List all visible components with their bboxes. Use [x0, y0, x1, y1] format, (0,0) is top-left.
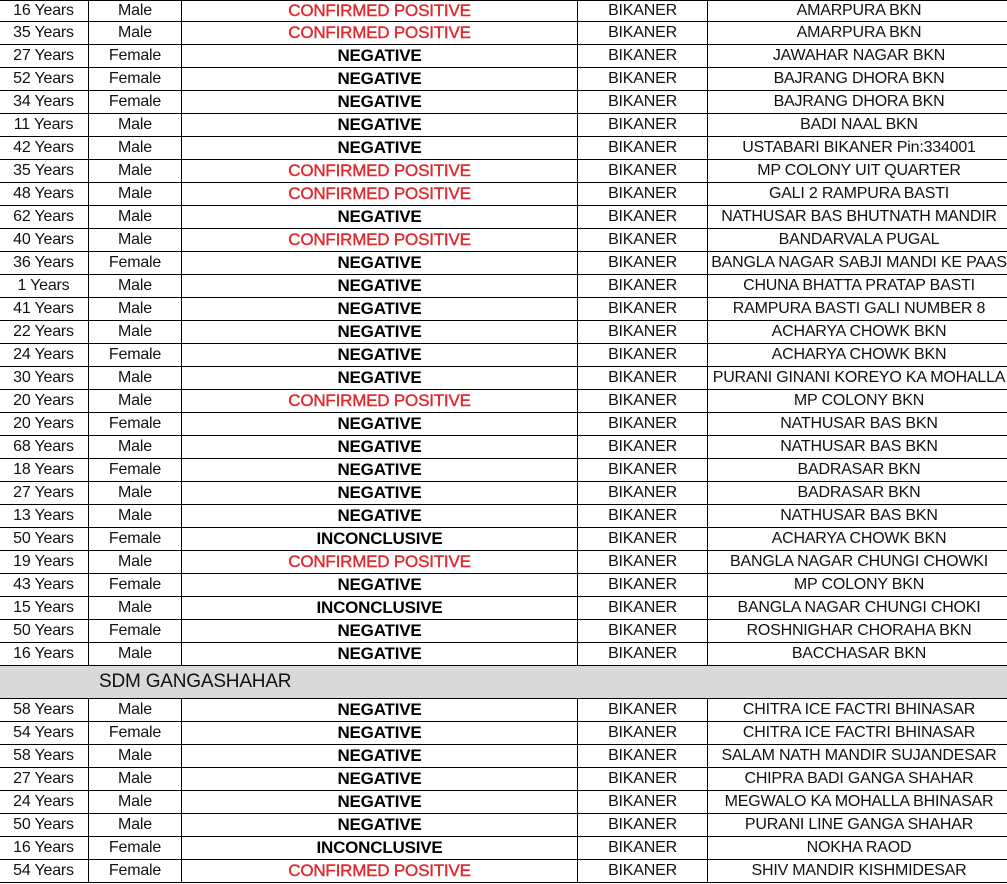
- address-cell: MP COLONY UIT QUARTER: [708, 160, 1007, 183]
- district-cell: BIKANER: [578, 551, 708, 574]
- address-cell: SHIV MANDIR KISHMIDESAR: [708, 860, 1007, 883]
- table-row: [0, 160, 1007, 183]
- district-cell: BIKANER: [578, 160, 708, 183]
- result-cell: NEGATIVE: [182, 505, 578, 528]
- gender-cell: Male: [89, 229, 182, 252]
- district-cell: BIKANER: [578, 68, 708, 91]
- result-cell: NEGATIVE: [182, 275, 578, 298]
- table-row: [0, 45, 1007, 68]
- result-cell: CONFIRMED POSITIVE: [182, 22, 578, 45]
- result-cell: NEGATIVE: [182, 344, 578, 367]
- result-cell: NEGATIVE: [182, 791, 578, 814]
- address-cell: MP COLONY BKN: [708, 574, 1007, 597]
- result-cell: NEGATIVE: [182, 459, 578, 482]
- gender-cell: Male: [89, 206, 182, 229]
- age-cell: 16 Years: [0, 837, 89, 860]
- address-cell: NOKHA RAOD: [708, 837, 1007, 860]
- result-cell: CONFIRMED POSITIVE: [182, 551, 578, 574]
- address-cell: AMARPURA BKN: [708, 22, 1007, 45]
- result-cell: NEGATIVE: [182, 114, 578, 137]
- district-cell: BIKANER: [578, 643, 708, 666]
- address-cell: ACHARYA CHOWK BKN: [708, 528, 1007, 551]
- result-cell: CONFIRMED POSITIVE: [182, 160, 578, 183]
- result-cell: INCONCLUSIVE: [182, 837, 578, 860]
- district-cell: BIKANER: [578, 1, 708, 22]
- result-cell: NEGATIVE: [182, 482, 578, 505]
- district-cell: BIKANER: [578, 620, 708, 643]
- address-cell: ACHARYA CHOWK BKN: [708, 321, 1007, 344]
- table-row: [0, 814, 1007, 837]
- gender-cell: Female: [89, 344, 182, 367]
- district-cell: BIKANER: [578, 252, 708, 275]
- address-cell: BANGLA NAGAR SABJI MANDI KE PAAS: [708, 252, 1007, 275]
- district-cell: BIKANER: [578, 206, 708, 229]
- result-cell: NEGATIVE: [182, 436, 578, 459]
- result-cell: CONFIRMED POSITIVE: [182, 390, 578, 413]
- age-cell: 24 Years: [0, 791, 89, 814]
- age-cell: 68 Years: [0, 436, 89, 459]
- table-row: [0, 206, 1007, 229]
- table-row: [0, 837, 1007, 860]
- table-row: [0, 367, 1007, 390]
- gender-cell: Male: [89, 137, 182, 160]
- table-row: [0, 768, 1007, 791]
- address-cell: AMARPURA BKN: [708, 1, 1007, 22]
- address-cell: BANDARVALA PUGAL: [708, 229, 1007, 252]
- address-cell: NATHUSAR BAS BKN: [708, 505, 1007, 528]
- table-row: [0, 791, 1007, 814]
- result-cell: CONFIRMED POSITIVE: [182, 1, 578, 22]
- table-row: [0, 321, 1007, 344]
- district-cell: BIKANER: [578, 482, 708, 505]
- district-cell: BIKANER: [578, 528, 708, 551]
- address-cell: RAMPURA BASTI GALI NUMBER 8: [708, 298, 1007, 321]
- gender-cell: Female: [89, 528, 182, 551]
- result-cell: NEGATIVE: [182, 68, 578, 91]
- age-cell: 35 Years: [0, 22, 89, 45]
- address-cell: SALAM NATH MANDIR SUJANDESAR: [708, 745, 1007, 768]
- table-body: [0, 1, 1007, 883]
- result-cell: NEGATIVE: [182, 699, 578, 722]
- section-header: [0, 666, 1007, 699]
- table-row: [0, 722, 1007, 745]
- address-cell: NATHUSAR BAS BKN: [708, 413, 1007, 436]
- result-cell: NEGATIVE: [182, 722, 578, 745]
- age-cell: 24 Years: [0, 344, 89, 367]
- address-cell: CHITRA ICE FACTRI BHINASAR: [708, 722, 1007, 745]
- age-cell: 43 Years: [0, 574, 89, 597]
- table-row: [0, 390, 1007, 413]
- age-cell: 58 Years: [0, 745, 89, 768]
- age-cell: 27 Years: [0, 768, 89, 791]
- age-cell: 1 Years: [0, 275, 89, 298]
- table-row: [0, 252, 1007, 275]
- district-cell: BIKANER: [578, 45, 708, 68]
- age-cell: 54 Years: [0, 860, 89, 883]
- age-cell: 54 Years: [0, 722, 89, 745]
- result-cell: NEGATIVE: [182, 252, 578, 275]
- gender-cell: Female: [89, 252, 182, 275]
- gender-cell: Female: [89, 837, 182, 860]
- age-cell: 62 Years: [0, 206, 89, 229]
- age-cell: 36 Years: [0, 252, 89, 275]
- district-cell: BIKANER: [578, 814, 708, 837]
- result-cell: NEGATIVE: [182, 745, 578, 768]
- gender-cell: Male: [89, 814, 182, 837]
- table-row: [0, 91, 1007, 114]
- age-cell: 30 Years: [0, 367, 89, 390]
- district-cell: BIKANER: [578, 344, 708, 367]
- age-cell: 15 Years: [0, 597, 89, 620]
- district-cell: BIKANER: [578, 91, 708, 114]
- gender-cell: Male: [89, 745, 182, 768]
- age-cell: 40 Years: [0, 229, 89, 252]
- district-cell: BIKANER: [578, 367, 708, 390]
- age-cell: 34 Years: [0, 91, 89, 114]
- gender-cell: Male: [89, 114, 182, 137]
- age-cell: 18 Years: [0, 459, 89, 482]
- age-cell: 42 Years: [0, 137, 89, 160]
- address-cell: ACHARYA CHOWK BKN: [708, 344, 1007, 367]
- district-cell: BIKANER: [578, 837, 708, 860]
- district-cell: BIKANER: [578, 745, 708, 768]
- district-cell: BIKANER: [578, 183, 708, 206]
- table-row: [0, 482, 1007, 505]
- address-cell: NATHUSAR BAS BHUTNATH MANDIR: [708, 206, 1007, 229]
- district-cell: BIKANER: [578, 505, 708, 528]
- result-cell: CONFIRMED POSITIVE: [182, 183, 578, 206]
- result-cell: NEGATIVE: [182, 45, 578, 68]
- result-cell: CONFIRMED POSITIVE: [182, 229, 578, 252]
- age-cell: 16 Years: [0, 643, 89, 666]
- table-row: [0, 745, 1007, 768]
- age-cell: 13 Years: [0, 505, 89, 528]
- section-title: SDM GANGASHAHAR: [0, 666, 1007, 699]
- district-cell: BIKANER: [578, 722, 708, 745]
- age-cell: 27 Years: [0, 482, 89, 505]
- table-row: [0, 436, 1007, 459]
- address-cell: CHITRA ICE FACTRI BHINASAR: [708, 699, 1007, 722]
- gender-cell: Female: [89, 68, 182, 91]
- age-cell: 50 Years: [0, 528, 89, 551]
- district-cell: BIKANER: [578, 597, 708, 620]
- gender-cell: Male: [89, 321, 182, 344]
- gender-cell: Male: [89, 482, 182, 505]
- gender-cell: Female: [89, 722, 182, 745]
- gender-cell: Male: [89, 367, 182, 390]
- result-cell: NEGATIVE: [182, 137, 578, 160]
- table-row: [0, 68, 1007, 91]
- address-cell: MP COLONY BKN: [708, 390, 1007, 413]
- district-cell: BIKANER: [578, 768, 708, 791]
- age-cell: 11 Years: [0, 114, 89, 137]
- table-row: [0, 275, 1007, 298]
- table-row: [0, 229, 1007, 252]
- gender-cell: Male: [89, 699, 182, 722]
- age-cell: 50 Years: [0, 620, 89, 643]
- table-row: [0, 528, 1007, 551]
- district-cell: BIKANER: [578, 390, 708, 413]
- result-cell: NEGATIVE: [182, 367, 578, 390]
- result-cell: NEGATIVE: [182, 91, 578, 114]
- district-cell: BIKANER: [578, 413, 708, 436]
- result-cell: NEGATIVE: [182, 643, 578, 666]
- address-cell: BADRASAR BKN: [708, 459, 1007, 482]
- gender-cell: Female: [89, 459, 182, 482]
- age-cell: 50 Years: [0, 814, 89, 837]
- table-row: [0, 860, 1007, 883]
- address-cell: BADRASAR BKN: [708, 482, 1007, 505]
- gender-cell: Male: [89, 643, 182, 666]
- result-cell: INCONCLUSIVE: [182, 528, 578, 551]
- address-cell: NATHUSAR BAS BKN: [708, 436, 1007, 459]
- gender-cell: Female: [89, 620, 182, 643]
- table-row: [0, 137, 1007, 160]
- gender-cell: Female: [89, 45, 182, 68]
- table-row: [0, 620, 1007, 643]
- table-row: [0, 597, 1007, 620]
- address-cell: BANGLA NAGAR CHUNGI CHOWKI: [708, 551, 1007, 574]
- gender-cell: Female: [89, 860, 182, 883]
- age-cell: 19 Years: [0, 551, 89, 574]
- district-cell: BIKANER: [578, 229, 708, 252]
- result-cell: NEGATIVE: [182, 206, 578, 229]
- age-cell: 48 Years: [0, 183, 89, 206]
- address-cell: BADI NAAL BKN: [708, 114, 1007, 137]
- table-row: [0, 413, 1007, 436]
- district-cell: BIKANER: [578, 436, 708, 459]
- address-cell: BANGLA NAGAR CHUNGI CHOKI: [708, 597, 1007, 620]
- result-cell: NEGATIVE: [182, 574, 578, 597]
- gender-cell: Male: [89, 768, 182, 791]
- gender-cell: Female: [89, 574, 182, 597]
- table-row: [0, 459, 1007, 482]
- address-cell: PURANI LINE GANGA SHAHAR: [708, 814, 1007, 837]
- age-cell: 58 Years: [0, 699, 89, 722]
- address-cell: MEGWALO KA MOHALLA BHINASAR: [708, 791, 1007, 814]
- district-cell: BIKANER: [578, 791, 708, 814]
- gender-cell: Male: [89, 1, 182, 22]
- result-cell: INCONCLUSIVE: [182, 597, 578, 620]
- age-cell: 20 Years: [0, 413, 89, 436]
- result-cell: NEGATIVE: [182, 620, 578, 643]
- district-cell: BIKANER: [578, 114, 708, 137]
- age-cell: 52 Years: [0, 68, 89, 91]
- district-cell: BIKANER: [578, 699, 708, 722]
- gender-cell: Female: [89, 91, 182, 114]
- gender-cell: Male: [89, 551, 182, 574]
- address-cell: CHUNA BHATTA PRATAP BASTI: [708, 275, 1007, 298]
- gender-cell: Male: [89, 160, 182, 183]
- age-cell: 16 Years: [0, 1, 89, 22]
- age-cell: 41 Years: [0, 298, 89, 321]
- gender-cell: Male: [89, 183, 182, 206]
- gender-cell: Male: [89, 436, 182, 459]
- district-cell: BIKANER: [578, 860, 708, 883]
- gender-cell: Female: [89, 413, 182, 436]
- address-cell: GALI 2 RAMPURA BASTI: [708, 183, 1007, 206]
- result-cell: NEGATIVE: [182, 413, 578, 436]
- district-cell: BIKANER: [578, 321, 708, 344]
- table-row: [0, 298, 1007, 321]
- address-cell: BAJRANG DHORA BKN: [708, 68, 1007, 91]
- district-cell: BIKANER: [578, 137, 708, 160]
- gender-cell: Male: [89, 390, 182, 413]
- table-row: [0, 643, 1007, 666]
- gender-cell: Male: [89, 275, 182, 298]
- result-cell: NEGATIVE: [182, 768, 578, 791]
- address-cell: ROSHNIGHAR CHORAHA BKN: [708, 620, 1007, 643]
- age-cell: 20 Years: [0, 390, 89, 413]
- district-cell: BIKANER: [578, 574, 708, 597]
- address-cell: USTABARI BIKANER Pin:334001: [708, 137, 1007, 160]
- address-cell: CHIPRA BADI GANGA SHAHAR: [708, 768, 1007, 791]
- address-cell: BAJRANG DHORA BKN: [708, 91, 1007, 114]
- table-row: [0, 114, 1007, 137]
- age-cell: 27 Years: [0, 45, 89, 68]
- result-cell: NEGATIVE: [182, 814, 578, 837]
- table-row: [0, 574, 1007, 597]
- table-row: [0, 22, 1007, 45]
- result-cell: NEGATIVE: [182, 298, 578, 321]
- gender-cell: Male: [89, 597, 182, 620]
- table-row: [0, 1, 1007, 22]
- result-cell: NEGATIVE: [182, 321, 578, 344]
- result-cell: CONFIRMED POSITIVE: [182, 860, 578, 883]
- district-cell: BIKANER: [578, 298, 708, 321]
- gender-cell: Male: [89, 791, 182, 814]
- gender-cell: Male: [89, 298, 182, 321]
- age-cell: 22 Years: [0, 321, 89, 344]
- age-cell: 35 Years: [0, 160, 89, 183]
- address-cell: PURANI GINANI KOREYO KA MOHALLA: [708, 367, 1007, 390]
- table-row: [0, 699, 1007, 722]
- address-cell: BACCHASAR BKN: [708, 643, 1007, 666]
- table-row: [0, 505, 1007, 528]
- table-row: [0, 344, 1007, 367]
- table-row: [0, 551, 1007, 574]
- gender-cell: Male: [89, 22, 182, 45]
- address-cell: JAWAHAR NAGAR BKN: [708, 45, 1007, 68]
- district-cell: BIKANER: [578, 22, 708, 45]
- district-cell: BIKANER: [578, 275, 708, 298]
- table-row: [0, 183, 1007, 206]
- gender-cell: Male: [89, 505, 182, 528]
- district-cell: BIKANER: [578, 459, 708, 482]
